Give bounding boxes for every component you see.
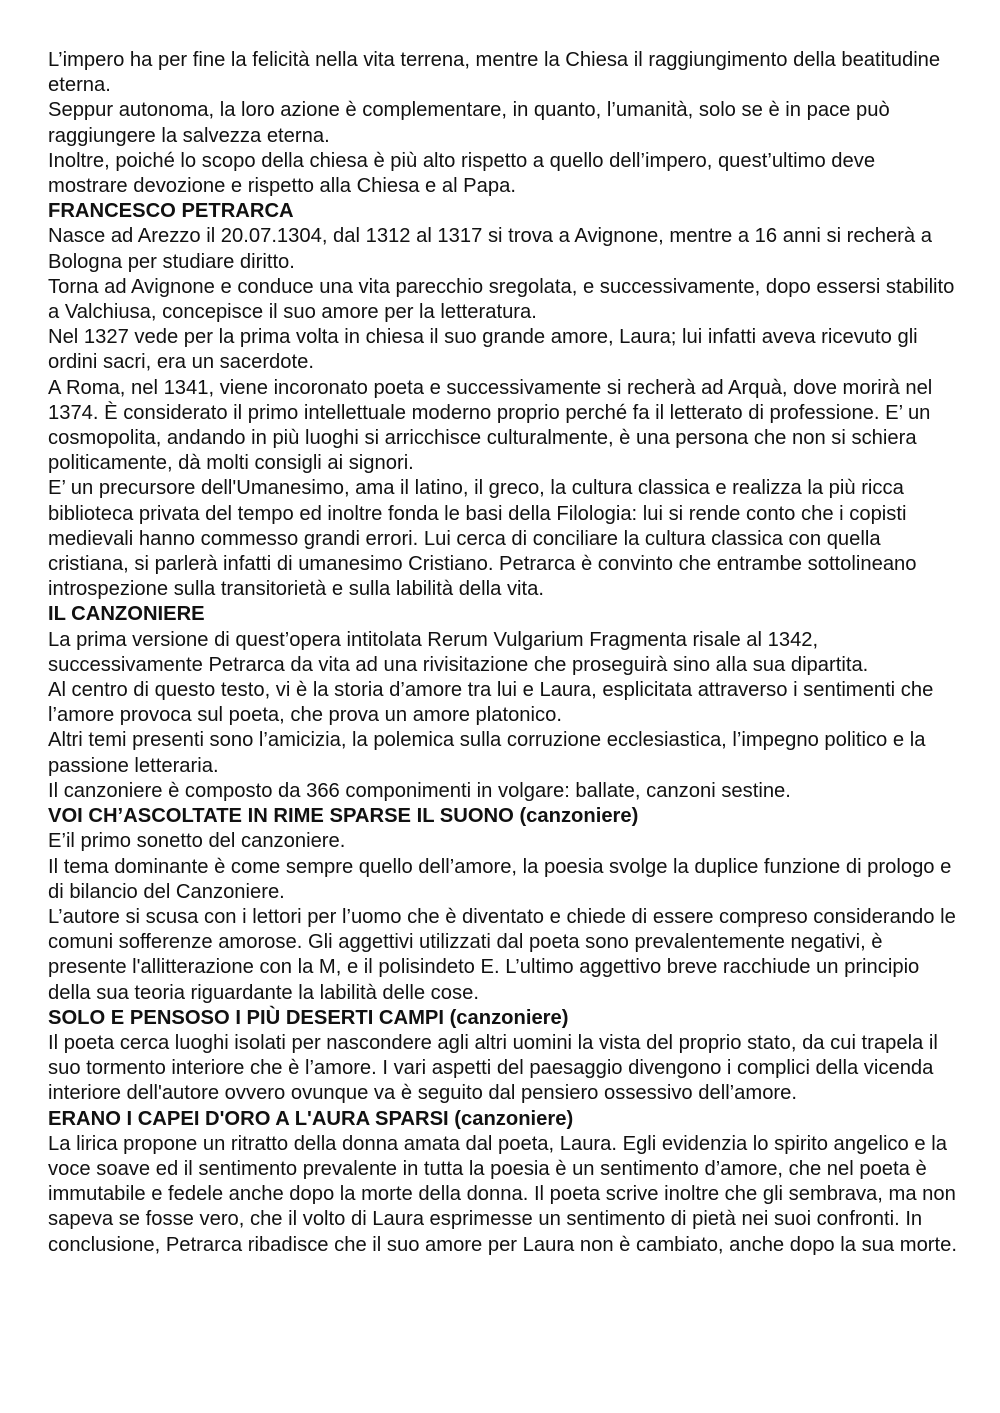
section-heading-voi-chascoltate: VOI CH’ASCOLTATE IN RIME SPARSE IL SUONO (canzoniere) bbox=[48, 805, 639, 828]
paragraph: La lirica propone un ritratto della donna amata dal poeta, Laura. Egli evidenzia lo spirito angelico e la voce soave ed il sentimento prevalente in tutta la poesia è un sentimento d’amore, che nel poeta è immutabile e fedele anche dopo la morte della donna. Il poeta scrive inoltre che gli sembrava, ma non sapeva se fosse vero, che il volto di Laura esprimesse un sentimento di pietà nei suoi confronti. In conclusione, Petrarca ribadisce che il suo amore per Laura non è cambiato, anche dopo la sua morte. bbox=[48, 1132, 957, 1256]
section-heading-francesco-petrarca: FRANCESCO PETRARCA bbox=[48, 200, 294, 223]
section-heading-solo-e-pensoso: SOLO E PENSOSO I PIÙ DESERTI CAMPI (canzoniere) bbox=[48, 1006, 569, 1029]
paragraph: A Roma, nel 1341, viene incoronato poeta e successivamente si recherà ad Arquà, dove morirà nel 1374. È considerato il primo intellettuale moderno proprio perché fa il letterato di professione. E’ un cosmopolita, andando in più luoghi si arricchisce culturalmente, è una persona che non si schiera politicamente, dà molti consigli ai signori. bbox=[48, 376, 933, 475]
paragraph: Altri temi presenti sono l’amicizia, la polemica sulla corruzione ecclesiastica, l’impegno politico e la passione letteraria. bbox=[48, 729, 926, 777]
paragraph: L’autore si scusa con i lettori per l’uomo che è diventato e chiede di essere compreso considerando le comuni sofferenze amorose. Gli aggettivi utilizzati dal poeta sono prevalentemente negativi, è presente l'allitterazione con la M, e il polisindeto E. L’ultimo aggettivo breve racchiude un principio della sua teoria riguardante la labilità delle cose. bbox=[48, 905, 956, 1004]
paragraph: E’ un precursore dell'Umanesimo, ama il latino, il greco, la cultura classica e realizza la più ricca biblioteca privata del tempo ed inoltre fonda le basi della Filologia: lui si rende conto che i copisti medievali hanno commesso grandi errori. Lui cerca di conciliare la cultura classica con quella cristiana, si parlerà infatti di umanesimo Cristiano. Petrarca è convinto che entrambe sottolineano introspezione sulla transitorietà e sulla labilità della vita. bbox=[48, 477, 917, 601]
paragraph: Il tema dominante è come sempre quello dell’amore, la poesia svolge la duplice funzione di prologo e di bilancio del Canzoniere. bbox=[48, 855, 952, 903]
paragraph: Il poeta cerca luoghi isolati per nascondere agli altri uomini la vista del proprio stato, da cui trapela il suo tormento interiore che è l’amore. I vari aspetti del paesaggio divengono i complici della vicenda interiore dell'autore ovvero ovunque va è seguito dal pensiero ossessivo dell’amore. bbox=[48, 1031, 938, 1105]
document-page bbox=[48, 48, 958, 1258]
paragraph: Nasce ad Arezzo il 20.07.1304, dal 1312 al 1317 si trova a Avignone, mentre a 16 anni si recherà a Bologna per studiare diritto. bbox=[48, 225, 932, 273]
section-heading-il-canzoniere: IL CANZONIERE bbox=[48, 603, 205, 626]
paragraph: Al centro di questo testo, vi è la storia d’amore tra lui e Laura, esplicitata attraverso i sentimenti che l’amore provoca sul poeta, che prova un amore platonico. bbox=[48, 679, 934, 727]
paragraph: Il canzoniere è composto da 366 componimenti in volgare: ballate, canzoni sestine. bbox=[48, 779, 791, 802]
paragraph: Seppur autonoma, la loro azione è complementare, in quanto, l’umanità, solo se è in pace può raggiungere la salvezza eterna. bbox=[48, 99, 890, 147]
paragraph: Nel 1327 vede per la prima volta in chiesa il suo grande amore, Laura; lui infatti aveva ricevuto gli ordini sacri, era un sacerdote. bbox=[48, 326, 918, 374]
paragraph: Inoltre, poiché lo scopo della chiesa è più alto rispetto a quello dell’impero, quest’ultimo deve mostrare devozione e rispetto alla Chiesa e al Papa. bbox=[48, 149, 876, 198]
paragraph: Torna ad Avignone e conduce una vita parecchio sregolata, e successivamente, dopo essersi stabilito a Valchiusa, concepisce il suo amore per la letteratura. bbox=[48, 275, 955, 324]
paragraph: L’impero ha per fine la felicità nella vita terrena, mentre la Chiesa il raggiungimento della beatitudine eterna. bbox=[48, 49, 941, 97]
section-heading-erano-i-capei: ERANO I CAPEI D'ORO A L'AURA SPARSI (canzoniere) bbox=[48, 1107, 574, 1130]
paragraph: E’il primo sonetto del canzoniere. bbox=[48, 830, 346, 853]
paragraph: La prima versione di quest’opera intitolata Rerum Vulgarium Fragmenta risale al 1342, successivamente Petrarca da vita ad una rivisitazione che proseguirà sino alla sua dipartita. bbox=[48, 628, 869, 676]
